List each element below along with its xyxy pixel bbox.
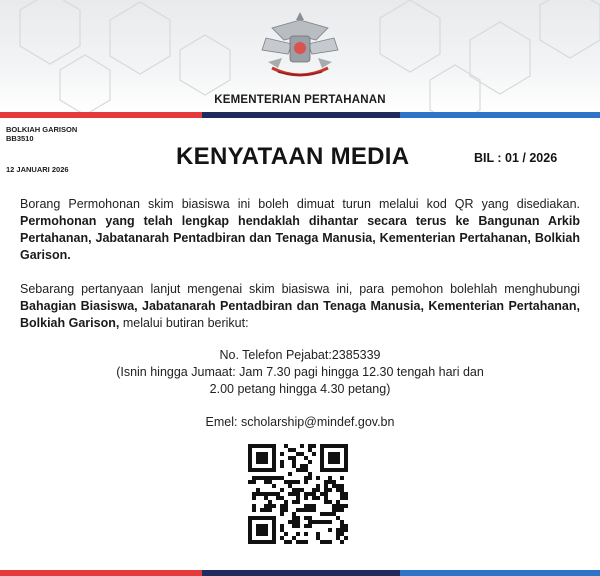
ministry-name: KEMENTERIAN PERTAHANAN	[214, 94, 386, 106]
letterhead	[0, 0, 600, 112]
paragraph-2	[20, 281, 580, 332]
paragraph-2-normal-end: melalui butiran berikut:	[122, 316, 249, 330]
contact-phone: No. Telefon Pejabat:2385339	[219, 348, 381, 362]
qr-code-icon[interactable]	[248, 444, 348, 544]
paragraph-2-normal-start: Sebarang pertanyaan lanjut mengenai skim biasiswa ini, para pemohon bolehlah menghubungi	[20, 282, 580, 296]
contact-hours-line-1: (Isnin hingga Jumaat: Jam 7.30 pagi hingga 12.30 tengah hari dan	[116, 365, 484, 379]
footer-stripe	[0, 570, 600, 576]
address-line-2: BB3510	[6, 133, 34, 143]
sender-address	[6, 126, 77, 143]
document-date: 12 JANUARI 2026	[6, 165, 69, 174]
header-stripe	[0, 112, 600, 118]
document-title: KENYATAAN MEDIA	[176, 143, 410, 170]
paragraph-2-bold: Bahagian Biasiswa, Jabatanarah Pentadbiran dan Tenaga Manusia, Kementerian Pertahanan, Bolkiah Garison,	[20, 299, 580, 330]
address-line-1: BOLKIAH GARISON	[6, 125, 78, 134]
contact-email: Emel: scholarship@mindef.gov.bn	[205, 415, 395, 429]
paragraph-1	[20, 196, 580, 264]
paragraph-1-normal: Borang Permohonan skim biasiswa ini boleh dimuat turun melalui kod QR yang disediakan.	[20, 197, 580, 211]
paragraph-1-bold: Permohonan yang telah lengkap hendaklah dihantar secara terus ke Bangunan Arkib Pertahanan, Jabatanarah Pentadbiran dan Tenaga Manusia, Kementerian Pertahanan, Bolkiah Garison.	[20, 214, 580, 262]
reference-number: BIL : 01 / 2026	[474, 151, 558, 165]
contact-hours-line-2: 2.00 petang hingga 4.30 petang)	[209, 382, 391, 396]
mindef-crest-icon	[258, 10, 342, 88]
